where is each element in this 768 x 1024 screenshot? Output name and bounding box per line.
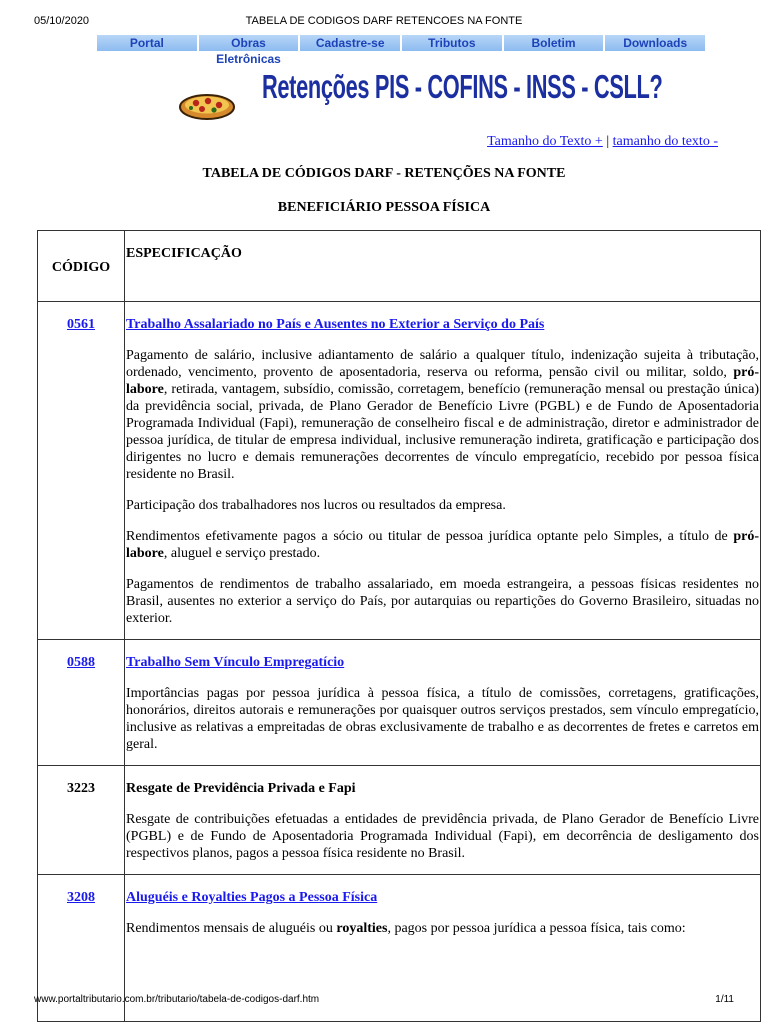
row-paragraph: Resgate de contribuições efetuadas a entidades de previdência privada, de Plano Gerador de Benefício Livre (PGBL) e de Fundo de Aposentadoria Programada Individual (Fapi), em decorrência de desligamento dos respectivos planos, pagos a pessoa física residente no Brasil. <box>126 812 759 861</box>
row-code-cell <box>38 302 125 640</box>
print-header <box>34 15 734 29</box>
print-date: 05/10/2020 <box>34 15 90 27</box>
nav-downloads[interactable]: Downloads <box>605 35 705 51</box>
print-title: TABELA DE CODIGOS DARF RETENCOES NA FONTE <box>245 15 523 27</box>
decrease-text-link[interactable]: tamanho do texto - <box>612 134 718 149</box>
code-link-3208[interactable]: 3208 <box>67 890 95 905</box>
title-link-3208[interactable]: Aluguéis e Royalties Pagos a Pessoa Física <box>126 890 378 905</box>
nav-tributos[interactable]: Tributos <box>402 35 504 51</box>
darf-codes-table <box>37 230 761 1022</box>
table-header-row <box>38 231 761 302</box>
page-url: www.portaltributario.com.br/tributario/tabela-de-codigos-darf.htm <box>34 994 320 1005</box>
page-number: 1/11 <box>715 994 734 1005</box>
text-size-controls <box>487 134 718 150</box>
nav-cadastre-se[interactable]: Cadastre-se <box>300 35 402 51</box>
row-title <box>126 889 759 906</box>
row-code-cell: 3223 <box>38 766 125 875</box>
row-paragraph: Pagamento de salário, inclusive adiantamento de salário a qualquer título, indenização sujeita à tributação, ordenado, vencimento, provento de aposentadoria, reserva ou reforma, pensão civil ou militar, soldo, pró-labore, retirada, vantagem, subsídio, comissão, corretagem, benefício (remuneração mensal ou prestação única) da previdência social, privada, de Plano Gerador de Benefício Livre (PGBL) e de Fundo de Aposentadoria Programada Individual (Fapi), remuneração de conselheiro fiscal e de administração, diretor e administrador de pessoa jurídica, de titular de empresa individual, inclusive remuneração indireta, gratificação e participação dos dirigentes no lucro e demais remunerações decorrentes de vínculo empregatício, recebido por pessoa física residente no Brasil. <box>126 348 760 482</box>
size-links-separator: | <box>606 134 610 149</box>
banner-title: Retenções PIS - COFINS - INSS - CSLL? <box>262 68 663 105</box>
print-footer <box>34 994 734 1008</box>
nav-obras-eletronicas[interactable]: Obras Eletrônicas <box>199 35 301 51</box>
pizza-icon <box>178 90 236 127</box>
doc-title: TABELA DE CÓDIGOS DARF - RETENÇÕES NA FONTE <box>202 166 566 181</box>
title-link-0588[interactable]: Trabalho Sem Vínculo Empregatício <box>126 655 345 670</box>
row-spec-cell <box>125 766 761 875</box>
top-nav <box>97 35 705 66</box>
title-link-0561[interactable]: Trabalho Assalariado no País e Ausentes no Exterior a Serviço do País <box>126 317 545 332</box>
row-paragraph: Participação dos trabalhadores nos lucros ou resultados da empresa. <box>126 498 506 513</box>
row-spec-cell <box>125 640 761 766</box>
row-paragraph: Rendimentos efetivamente pagos a sócio ou titular de pessoa jurídica optante pelo Simples, a título de pró-labore, aluguel e serviço prestado. <box>126 529 760 561</box>
spec-column-header: ESPECIFICAÇÃO <box>125 231 761 302</box>
row-paragraph: Importâncias pagas por pessoa jurídica à pessoa física, a título de comissões, corretagens, gratificações, honorários, direitos autorais e remunerações por quaisquer outros serviços prestados, sem vínculo empregatício, inclusive as relativas a empreitadas de obras exclusivamente de trabalho e as decorrentes de fretes e carretos em geral. <box>126 686 759 752</box>
row-spec-cell <box>125 302 761 640</box>
code-link-0588[interactable]: 0588 <box>67 655 95 670</box>
doc-subtitle: BENEFICIÁRIO PESSOA FÍSICA <box>277 200 491 215</box>
table-row <box>38 640 761 766</box>
row-title <box>126 316 759 333</box>
nav-portal[interactable]: Portal <box>97 35 199 51</box>
code-link-0561[interactable]: 0561 <box>67 317 95 332</box>
increase-text-link[interactable]: Tamanho do Texto + <box>487 134 603 149</box>
table-row <box>38 766 761 875</box>
row-paragraph: Pagamentos de rendimentos de trabalho assalariado, em moeda estrangeira, a pessoas físicas residentes no Brasil, ausentes no exterior a serviço do País, por autarquias ou repartições do Governo Brasileiro, situadas no exterior. <box>126 577 759 626</box>
table-row <box>38 302 761 640</box>
row-paragraph: Rendimentos mensais de aluguéis ou royalties, pagos por pessoa jurídica a pessoa física, tais como: <box>126 921 686 936</box>
code-column-header: CÓDIGO <box>38 231 125 302</box>
nav-boletim[interactable]: Boletim <box>504 35 606 51</box>
row-code-cell <box>38 640 125 766</box>
row-title: Resgate de Previdência Privada e Fapi <box>126 781 356 796</box>
row-title <box>126 654 759 671</box>
